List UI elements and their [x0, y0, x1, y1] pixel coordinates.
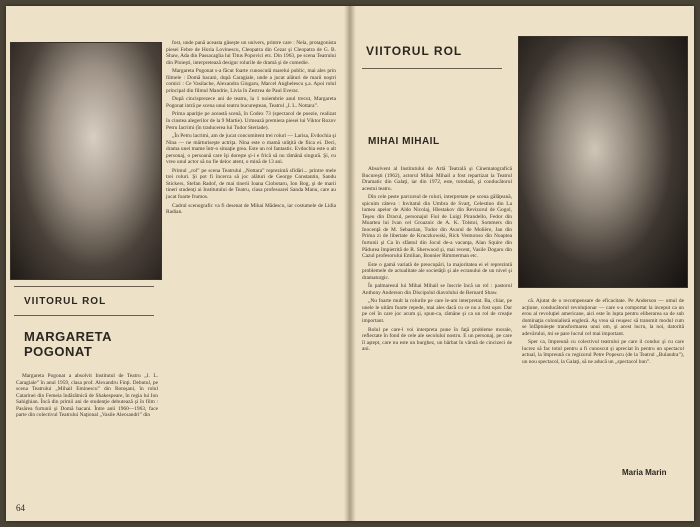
- paragraph: Margareta Pogonat s-a făcut foarte cunoscută marelui public, mai ales prin filmele : Domă bacani, după Caragiale, unde a jucat alături de marii noştri comici : Ce Vasilache, Alexandra Giugaru, Marcel Anghelescu ş.a. Apoi rolul principal din filmul Mandrie, Livia în Zestrea de Paul Everac.: [166, 68, 336, 94]
- right-page: [350, 6, 694, 521]
- divider-rule: [14, 286, 154, 287]
- paragraph: fost, unde pană aceasta găseşte un univers, printre care : Nela, protagonista piesei Febre de Horia Lovinescu, Cleopatra din Cezar şi Cleopatra de G. B. Shaw, Ada din Passacaglia lui Titus Popovici etc. Din 1963, pe scena Teatrului din Ploieşti, interpretează desigur rolurile de dramă şi de comedie.: [166, 40, 336, 66]
- actor-name-line1: MARGARETA: [24, 329, 113, 344]
- paragraph: În palmaresul lui Mihai Mihail se înscrie încă un rol : pastorul Anthony Anderson din Discipolul diavolului de Bernard Shaw.: [362, 283, 512, 296]
- right-page-text-column-right: [522, 298, 684, 448]
- actor-name: [24, 330, 112, 360]
- actor-name: MIHAI MIHAIL: [368, 136, 440, 147]
- paragraph: Primul ,,rol” pe scena Teatrului ,,Nottara” reprezintă sfidări... printre mele trei roluri. Şi pot fi încerca să joc alături de George Constantin, Sandu Stickers, Stefan Radof, de mai tinerii Ioana Ciobotaru, Ion Bog, şi de marii tineri studenţi ai Institutului de Teatru, clasa profesoarei Sanda Manu, care au jucat foarte frumos.: [166, 167, 336, 201]
- paragraph: Prima apariţie pe această scenă, în Codex 73 (spectacol de poezie, realizat în cinstea alegerilor de la 9 Martie). Urmează premiera piesei lui Viktor Rozov Petru Iacrimi (în traducerea lui Tudor Steriade).: [166, 111, 336, 131]
- right-page-text-column-left: [362, 166, 512, 506]
- paragraph: Din cele peste parcursul de roluri, interpretate pe scena gălăţeană, spicuim câteva : Invitatul din Umbra de Svarţ, Celestino din La lumea apelor de Aldo Nicolaj, Hlestakov din Revizorul de Gogol, Teşeu din Dracul, personajul Fiul de Luigi Pirandello, Fedor din Moartea lui Ivan cel Groaznic de A. K. Tolstoi, Sommers din Inocenţă de M. Sebastian, Tudor din Avarul de Molière, Jan din Prima zi de libertate de Kruczkowski, Rick Venturoso din Noaptea furtunii şi Ca în sfântul din Jocul de-a vacanţa, Alan Squire din Pădurea împietrită de R. Sherwood şi, mai recent, Vasile Dogaru din Cazul profesorului Emilian, Bonnier Rimmerman etc.: [362, 194, 512, 260]
- paragraph: că. Ajutat de o recompensare de eficacitate. Pe Anderson — omul de acţiune, conducătorul revoluţionar — care s-a comportat la inceput ca un erou al revoluţiei americane, aici este în lupta pentru eliberarea sa de sub dominaţia colonialistă engleză. Aş vrea să reuşesc să transmit modul cum se înfăptuieşte transformarea unui om, şi acest lucru, la noi, datorită adevărului, mi se pare lucrul cel mai important.: [522, 298, 684, 337]
- paragraph: Rolul pe care-l voi interpreta pune în faţă probleme morale, reflectate în fond de cele ale secolului nostru. E un personaj, pe care îl aştept, care nu este un burghez, un bărbat în vârstă de cincizeci de ani.: [362, 326, 512, 353]
- left-page: [6, 6, 350, 521]
- paragraph: Margareta Pogonat a absolvit Institutul de Teatru „I. L. Caragiale” în anul 1959, clasa prof. Alexandru Finţi. Debutul, pe scena Teatrului „Mihail Eminescu” din Botoşani, în rolul Catarinei din Femeia îndărătnică de Shakespeare, în regia lui Ion Sahighian. Încă din primii ani de studenţie debutează şi în film : Pasărea furtunii şi Domă bacani. Între anii 1960—1963, face parte din colectivul Teatrului Naţional „Vasile Alecsandri” din: [16, 373, 158, 419]
- divider-rule: [362, 68, 502, 69]
- page-number: 64: [16, 503, 25, 513]
- actor-portrait-photo: [518, 36, 688, 288]
- actress-portrait-photo: [10, 42, 162, 280]
- left-page-text-column-right: [166, 40, 336, 480]
- author-signature: Maria Marin: [622, 468, 667, 477]
- left-page-text-column-left: [16, 373, 158, 493]
- paragraph: Sper ca, împreună cu colectivul teatrului pe care il conduc şi cu care lucrez să fac totul pentru a fi cunoscut şi apreciat în pentru un spectacol actual, la împreună cu regizorul Petre Popescu (de la Teatrul „Bulandra”), un nou spectacol, la Galaţi, să ne aducă un „spectacol bun”.: [522, 339, 684, 365]
- paragraph: Cadrul scenografic va fi desenat de Mihai Mădescu, iar costumele de Lidia Radian.: [166, 202, 336, 216]
- actor-name-line2: POGONAT: [24, 343, 93, 359]
- divider-rule: [14, 315, 154, 316]
- paragraph: „În Petru lacrimi, am de jucat concomitent trei roluri — Larisa, Evdochia şi Nina — ne mărturiseşte actriţa. Nina este o mamă urâţită de fiica ei. Deci, drama unei mame într-o situaţie grea. Este un rol fantastic. Evdochia este o alt personaj, o persoană care îşi doreşte şi-i e frică să nu rămână singură. Şi, cu vreo unul actor să nu fie deloc atent, o mină de 13 ani.: [166, 133, 336, 166]
- section-title: VIITORUL ROL: [24, 296, 107, 307]
- paragraph: „Nu foarte mult la rolurile pe care le-am interpretat. Ba, chiar, pe unele le uităm foarte repede, mai ales dacă cu ce nu a fost uşor. Dar pe cel în care joc acum şi, spun-ca, rămâne şi ca un rol de creaţie important.: [362, 298, 512, 325]
- magazine-spread: [6, 6, 694, 521]
- paragraph: După cincisprezece ani de teatru, la 1 noiembrie anul trecut, Margareta Pogonat intră pe scena unui teatru bucureştean, Teatrul „I. L. Nottara”.: [166, 96, 336, 109]
- paragraph: Este o gamă variată de preocupări, la majoritatea ei el reprezintă problemele de actualitate ale societăţii şi ale ecranului de un nivel şi dramaturgic.: [362, 261, 512, 281]
- section-title: VIITORUL ROL: [366, 44, 463, 58]
- paragraph: Absolvent al Institutului de Artă Teatrală şi Cinematografică Bucureşti (1962), actorul Mihai Mihail a fost repartizat la Teatrul Dramatic din Galaţi, iar din 1972, este, totodată, şi conducătorul acestui teatru.: [362, 166, 512, 192]
